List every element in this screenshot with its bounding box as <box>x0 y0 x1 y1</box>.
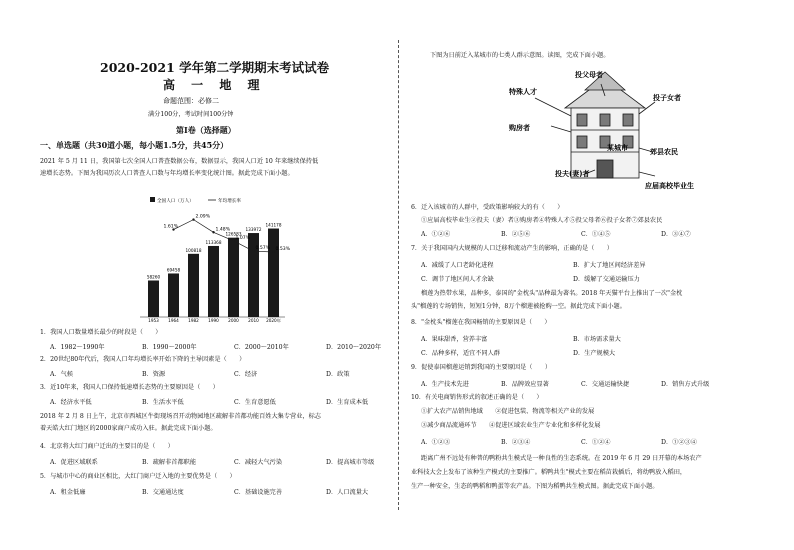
q5-option-d[interactable]: D．人口流量大 <box>326 489 369 496</box>
subject-title: 高 一 地 理 <box>163 78 266 92</box>
q4-option-d[interactable]: D．提高城市等级 <box>326 459 375 466</box>
population-bar-1982 <box>188 254 199 317</box>
growth-rate-point <box>232 240 234 242</box>
population-value-label: 126583 <box>225 231 242 237</box>
intro4-text-1: 距离广州不远处有种普的鸭粉共生模式是一种良性的生态系统。在 2019 年 6 月 29 日开幕的本场农产 <box>421 455 702 462</box>
q9-option-c[interactable]: C．交通运输快捷 <box>581 381 630 388</box>
intro-text-1: 2021 年 5 月 11 日，我国第七次全国人口普查数据公布，数据显示，我国人口近 10 年来继续保持低 <box>40 158 319 165</box>
year-tick-label: 1964 <box>168 318 179 323</box>
question-2-options <box>50 369 418 378</box>
growth-rate-label: 1.48% <box>215 227 231 233</box>
population-value-label: 58260 <box>146 274 161 280</box>
label-spouse: 投夫(妻)者 <box>555 170 590 178</box>
q9-option-a[interactable]: A．生产技术先进 <box>421 381 469 388</box>
year-tick-label: 1953 <box>148 318 159 323</box>
question-5-options <box>50 487 418 496</box>
intro-migration: 下图为日前迁入某城市的七类人群示意图。读图，完成下面小题。 <box>430 52 610 59</box>
population-bar-2020年 <box>268 229 279 317</box>
label-talent: 特殊人才 <box>509 88 537 96</box>
question-6-options <box>421 229 741 238</box>
population-chart <box>130 193 290 323</box>
question-8: 8．"金枕头"榴莲在我国畅销的主要原因是（ ） <box>411 319 551 326</box>
question-1-options <box>50 342 418 351</box>
question-3-options <box>50 397 418 406</box>
growth-rate-point <box>272 251 274 253</box>
q2-option-d[interactable]: D．政策 <box>326 371 350 378</box>
intro3-text-2: 头"榴莲的专场销售，短短1分钟，8万个榴莲被抢购一空。据此完成下面小题。 <box>411 303 626 310</box>
year-tick-label: 1990 <box>208 318 219 323</box>
label-children: 投子女者 <box>653 94 681 102</box>
question-7-options-row2 <box>421 274 725 283</box>
question-10: 10．有关电商销售形式的叙述正确的是（ ） <box>411 394 543 401</box>
section-title: 一、单选题（共30道小题，每小题1.5分，共45分） <box>40 140 229 150</box>
q2-option-a[interactable]: A．气候 <box>50 371 74 378</box>
population-bar-1990 <box>208 246 219 317</box>
question-3: 3．近10年来，我国人口保持低速增长态势的主要原因是（ ） <box>40 384 219 391</box>
migration-figure <box>505 68 705 196</box>
question-10-items-2: ③减少商品流通环节 ④促进区域农业生产专业化和多样化发展 <box>421 422 601 429</box>
q9-option-d[interactable]: D．销售方式升级 <box>661 381 710 388</box>
population-bar-1953 <box>148 280 159 317</box>
q8-option-a[interactable]: A．果味甜香，营养丰富 <box>421 336 488 343</box>
q1-option-b[interactable]: B．1990～2000年 <box>142 344 197 351</box>
question-9-options <box>421 379 741 388</box>
q3-option-d[interactable]: D．生育成本低 <box>326 399 369 406</box>
intro4-text-2: 业科技大会上发布了该种生产模式的主要推广。稻鸭共生"模式主要在稻苗栽插后，将幼鸭放入稻田， <box>411 469 687 476</box>
q9-option-b[interactable]: B．品牌效应显著 <box>501 381 549 388</box>
question-4: 4．北京将大红门商户迁出的主要目的是（ ） <box>40 443 174 450</box>
q3-option-b[interactable]: B．生活水平低 <box>142 399 184 406</box>
year-tick-label: 2020年 <box>266 318 281 323</box>
q10-option-d[interactable]: D．①②③④ <box>661 439 697 446</box>
q8-option-c[interactable]: C．品种多样，适宜不同人群 <box>421 350 500 357</box>
q7-option-c[interactable]: C．调节了地区间人才余缺 <box>421 276 494 283</box>
q1-option-a[interactable]: A．1982～1990年 <box>50 344 105 351</box>
q1-option-d[interactable]: D．2010～2020年 <box>326 344 382 351</box>
legend-bar-label: 全国人口（万人） <box>157 199 194 204</box>
q5-option-a[interactable]: A．租金低廉 <box>50 489 86 496</box>
population-bar-2000 <box>228 238 239 317</box>
q5-option-b[interactable]: B．交通通达度 <box>142 489 184 496</box>
question-7-options-row1 <box>421 260 725 269</box>
question-6-items: ①应届高校毕业生②投夫（妻）者③购房者④特殊人才⑤投父母者⑥投子女者⑦郊县农民 <box>421 217 663 224</box>
growth-rate-point <box>192 218 194 220</box>
q7-option-b[interactable]: B．扩大了地区间经济差异 <box>573 262 646 269</box>
column-divider <box>398 40 399 510</box>
growth-rate-point <box>212 231 214 233</box>
q4-option-b[interactable]: B．疏解非首都职能 <box>142 459 197 466</box>
growth-rate-label: 0.53% <box>275 246 290 252</box>
q5-option-c[interactable]: C．基础设施完善 <box>234 489 283 496</box>
q6-option-c[interactable]: C．①④⑤ <box>581 231 611 238</box>
question-7: 7．关于我国国内大规模的人口迁移和流动产生的影响，正确的是（ ） <box>411 245 613 252</box>
q7-option-d[interactable]: D．缓解了交通运输压力 <box>573 276 640 283</box>
question-9: 9．促使泰国榴莲运销到我国的主要原因是（ ） <box>411 364 552 371</box>
growth-rate-label: 2.09% <box>195 214 211 220</box>
label-buyers: 购房者 <box>509 124 530 132</box>
q4-option-c[interactable]: C．减轻大气污染 <box>234 459 283 466</box>
intro4-text-3: 生产一种安全，生态的鸭稻和鸭蛋等农产品。下图为稻鸭共生模式图。据此完成下面小题。 <box>411 483 659 490</box>
label-graduates: 应届高校毕业生 <box>645 182 694 190</box>
question-5: 5．与城市中心的商业区相比，大红门商户迁入地的主要优势是（ ） <box>40 473 236 480</box>
population-value-label: 113368 <box>205 239 222 245</box>
population-value-label: 69458 <box>166 267 181 273</box>
label-city: 某城市 <box>607 144 628 152</box>
label-parents: 投父母者 <box>575 71 603 79</box>
q2-option-c[interactable]: C．经济 <box>234 371 258 378</box>
question-6: 6．迁入该城市的人群中，受政策影响较大的有（ ） <box>411 204 564 211</box>
legend-bar-swatch <box>150 197 155 202</box>
q10-option-c[interactable]: C．①②④ <box>581 439 611 446</box>
population-value-label: 141178 <box>265 222 282 228</box>
question-8-options-row1 <box>421 334 725 343</box>
year-tick-label: 1982 <box>188 318 199 323</box>
intro-text-2: 速增长态势。下图为我国历次人口普查人口数与年均增长率变化统计图。据此完成下面小题。 <box>40 170 294 177</box>
question-2: 2．20世纪80年代后，我国人口年均增长率开始下降的主导因素是（ ） <box>40 356 246 363</box>
q6-option-a[interactable]: A．①②⑥ <box>421 231 451 238</box>
building-drawing <box>535 72 655 178</box>
exam-title: 2020-2021 学年第二学期期末考试试卷 <box>100 60 330 75</box>
intro3-text-1: 榴莲为热带水果，品种多，泰国的"金枕头"品种最为著名。2018 年天猫平台上推出了一次"金枕 <box>421 290 683 297</box>
growth-rate-label: 0.57% <box>255 246 271 252</box>
q10-option-a[interactable]: A．①②③ <box>421 439 451 446</box>
q6-option-b[interactable]: B．②⑤⑥ <box>501 231 531 238</box>
growth-rate-point <box>252 250 254 252</box>
growth-rate-label: 1.07% <box>235 235 251 241</box>
population-value-label: 100818 <box>185 247 202 253</box>
q2-option-b[interactable]: B．资源 <box>142 371 166 378</box>
exam-scope: 命题范围：必修二 <box>163 97 219 105</box>
q8-option-d[interactable]: D．生产规模大 <box>573 350 616 357</box>
q3-option-a[interactable]: A．经济水平低 <box>50 399 92 406</box>
question-10-items-1: ①扩大农产品销售地域 ②促进包装、物流等相关产业的发展 <box>421 408 595 415</box>
question-1: 1．我国人口数量增长最少的时段是（ ） <box>40 329 162 336</box>
legend-line-label: 年均增长率 <box>218 199 241 204</box>
q7-option-a[interactable]: A．减缓了人口老龄化进程 <box>421 262 494 269</box>
question-8-options-row2 <box>421 348 725 357</box>
growth-rate-label: 1.61% <box>163 224 179 230</box>
q10-option-b[interactable]: B．②③④ <box>501 439 531 446</box>
score-time: 满分100分，考试时间100分钟 <box>148 111 234 118</box>
q8-option-b[interactable]: B．市场需求量大 <box>573 336 621 343</box>
population-value-label: 133972 <box>245 227 262 233</box>
q1-option-c[interactable]: C．2000～2010年 <box>234 344 289 351</box>
q6-option-d[interactable]: D．③④⑦ <box>661 231 691 238</box>
year-tick-label: 2000 <box>228 318 239 323</box>
population-bar-1964 <box>168 273 179 317</box>
question-4-options <box>50 457 418 466</box>
intro2-text-2: 着天皓大红门地区的2000家商户成功入驻。据此完成下面小题。 <box>40 425 217 432</box>
q3-option-c[interactable]: C．生育意愿低 <box>234 399 276 406</box>
label-farmers: 郊县农民 <box>650 148 678 156</box>
question-10-options <box>421 437 741 446</box>
q4-option-a[interactable]: A．促进区域联系 <box>50 459 98 466</box>
intro2-text-1: 2018 年 2 月 8 日上午，北京市西城区牛街现场召开动物园地区疏解非首都功能百姓大集专营业，标志 <box>40 413 321 420</box>
part-title: 第Ⅰ卷（选择题） <box>176 125 236 135</box>
year-tick-label: 2010 <box>248 318 259 323</box>
